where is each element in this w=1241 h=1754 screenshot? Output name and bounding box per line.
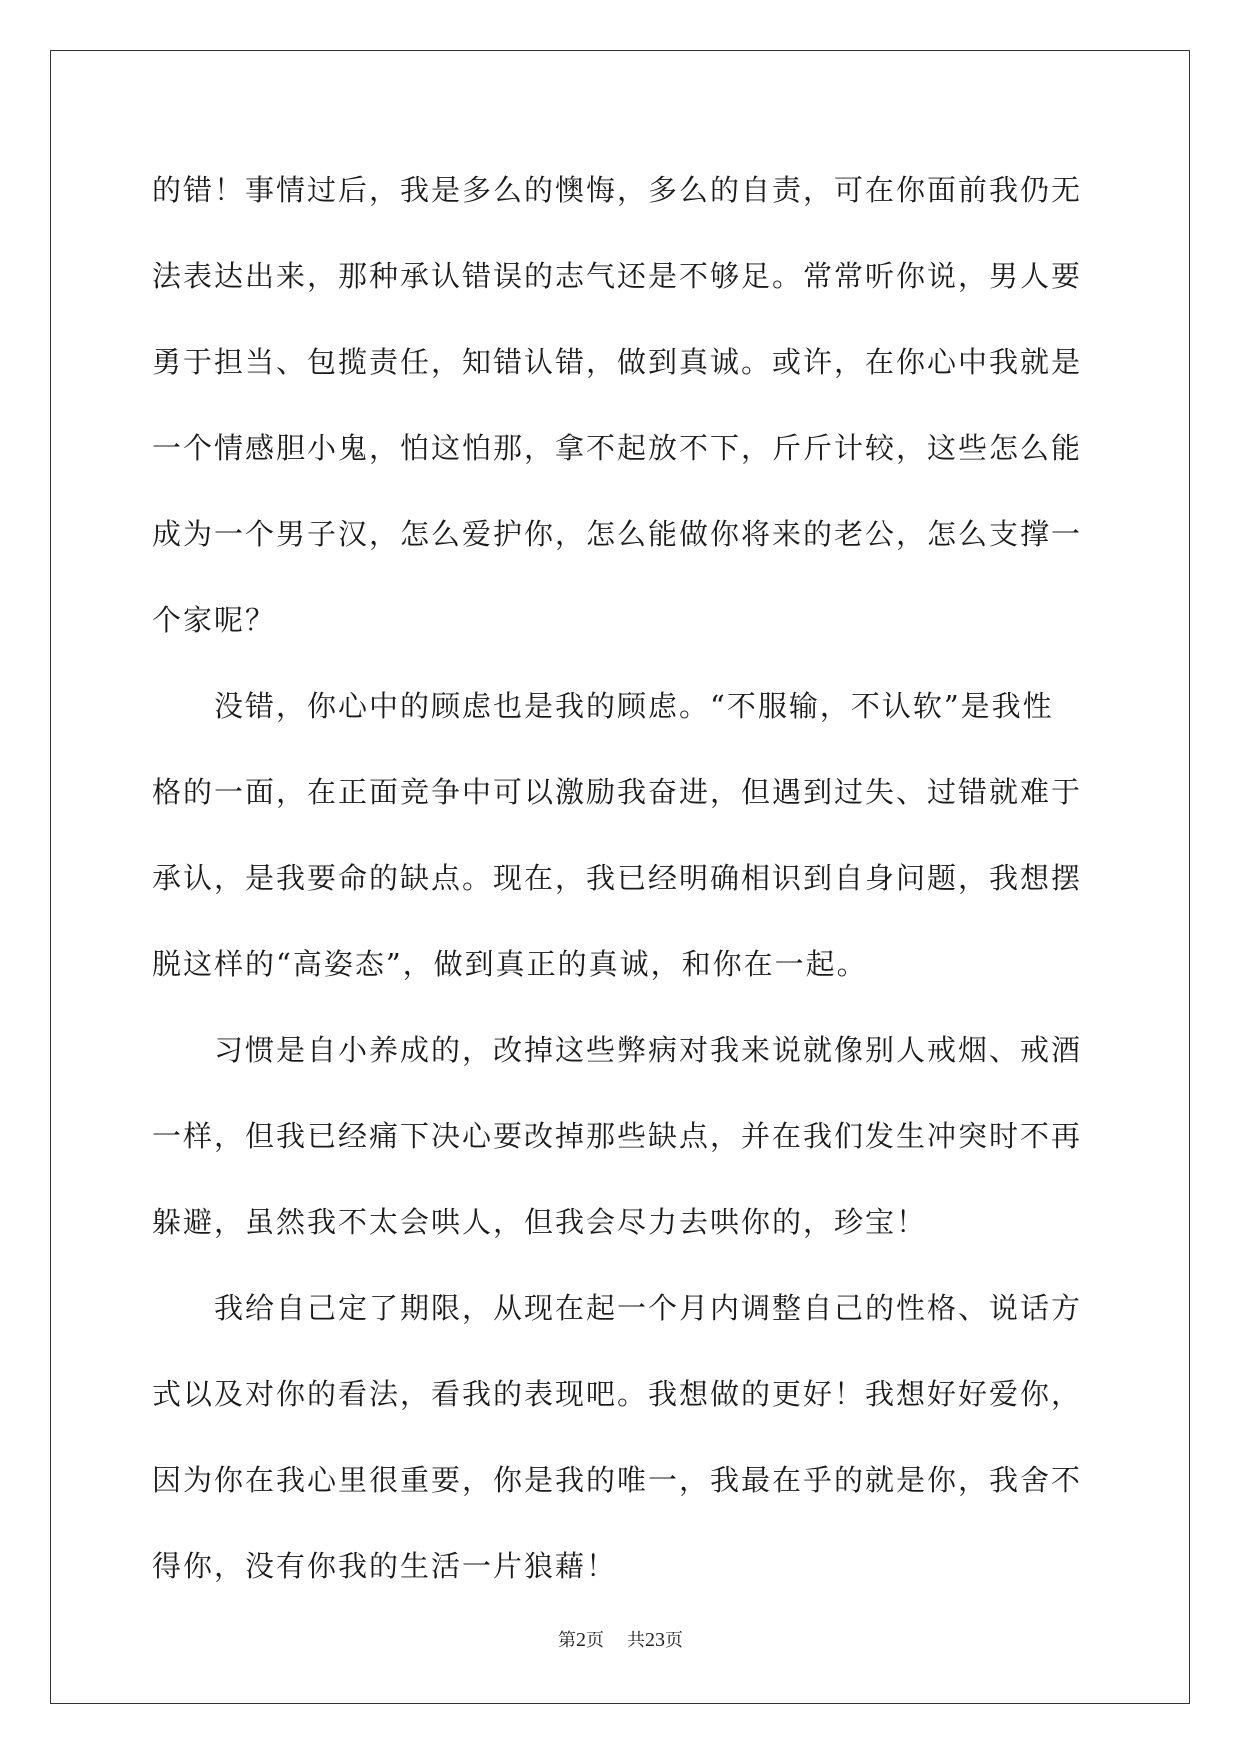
text-line: 勇于担当、包揽责任，知错认错，做到真诚。或许，在你心中我就是 <box>152 345 1083 379</box>
paragraph-first-line: 没错，你心中的顾虑也是我的顾虑。“不服输，不认软”是我性 <box>214 689 1054 723</box>
total-pages: 23 <box>644 1629 665 1651</box>
page-suffix: 页 <box>586 1630 605 1651</box>
text-line: 法表达出来，那种承认错误的志气还是不够足。常常听你说，男人要 <box>152 259 1083 293</box>
text-line: 格的一面，在正面竞争中可以激励我奋进，但遇到过失、过错就难于 <box>152 775 1083 809</box>
document-body <box>152 160 1092 1622</box>
text-line: 得你，没有你我的生活一片狼藉！ <box>152 1549 618 1583</box>
text-line: 成为一个男子汉，怎么爱护你，怎么能做你将来的老公，怎么支撑一 <box>152 517 1083 551</box>
text-line: 承认，是我要命的缺点。现在，我已经明确相识到自身问题，我想摆 <box>152 861 1083 895</box>
paragraph-first-line: 习惯是自小养成的，改掉这些弊病对我来说就像别人戒烟、戒酒 <box>214 1033 1083 1067</box>
text-line: 的错！事情过后，我是多么的懊悔，多么的自责，可在你面前我仍无 <box>152 173 1083 207</box>
total-suffix: 页 <box>664 1630 683 1651</box>
text-line: 脱这样的“高姿态”，做到真正的真诚，和你在一起。 <box>152 947 868 981</box>
page-number: 2 <box>576 1629 587 1651</box>
total-prefix: 共 <box>626 1630 645 1651</box>
text-line: 一个情感胆小鬼，怕这怕那，拿不起放不下，斤斤计较，这些怎么能 <box>152 431 1083 465</box>
text-line: 因为你在我心里很重要，你是我的唯一，我最在乎的就是你，我舍不 <box>152 1463 1083 1497</box>
text-line: 式以及对你的看法，看我的表现吧。我想做的更好！我想好好爱你， <box>152 1377 1083 1411</box>
page-prefix: 第 <box>558 1630 577 1651</box>
text-line: 一样，但我已经痛下决心要改掉那些缺点，并在我们发生冲突时不再 <box>152 1119 1083 1153</box>
page-footer <box>0 1626 1241 1652</box>
text-line: 个家呢？ <box>152 603 277 637</box>
text-line: 躲避，虽然我不太会哄人，但我会尽力去哄你的，珍宝！ <box>152 1205 928 1239</box>
paragraph-first-line: 我给自己定了期限，从现在起一个月内调整自己的性格、说话方 <box>214 1291 1083 1325</box>
